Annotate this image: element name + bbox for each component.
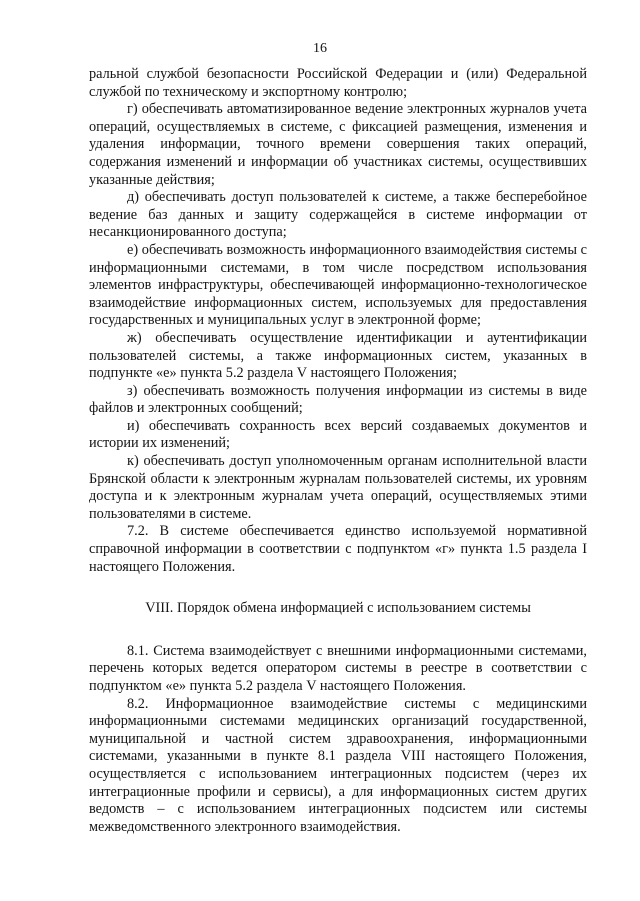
section-title: VIII. Порядок обмена информацией с использованием системы xyxy=(145,600,531,617)
document-body xyxy=(89,66,587,836)
paragraph-item-zh: ж) обеспечивать осуществление идентификации и аутентификации пользователей системы, а также информационных систем, указанных в подпункте «е» пункта 5.2 раздела V настоящего Положения; xyxy=(89,329,587,382)
paragraph-8-2: 8.2. Информационное взаимодействие системы с медицинскими информационными системами медицинских организаций государственной, муниципальной и частной систем здравоохранения, информационными системами, указанными в пункте 8.1 раздела VIII настоящего Положения, осуществляется с использованием интеграционных подсистем (через их интеграционные профили и сервисы), а для информационных систем других ведомств – с использованием интеграционных подсистем или системы межведомственного электронного взаимодействия. xyxy=(89,695,587,835)
page-number: 16 xyxy=(313,41,327,56)
paragraph-item-d: д) обеспечивать доступ пользователей к системе, а также бесперебойное ведение баз данных и защиту содержащейся в системе информации от несанкционированного доступа; xyxy=(89,189,587,241)
paragraph-item-z: з) обеспечивать возможность получения информации из системы в виде файлов и электронных сообщений; xyxy=(89,382,587,417)
paragraph-8-1: 8.1. Система взаимодействует с внешними информационными системами, перечень которых ведется оператором системы в реестре в соответствии с подпунктом «е» пункта 5.2 раздела V настоящего Положения. xyxy=(89,642,587,694)
paragraph-item-g: г) обеспечивать автоматизированное ведение электронных журналов учета операций, осуществляемых в системе, с фиксацией размещения, изменения и удаления информации, точного времени совершения таких операций, содержания изменений и информации об участниках системы, осуществивших указанные действия; xyxy=(89,101,587,188)
paragraph-item-e: е) обеспечивать возможность информационного взаимодействия системы с информационными системами, в том числе посредством использования элементов инфраструктуры, обеспечивающей информационно-технологическое взаимодействие информационных систем, используемых для предоставления государственных и муниципальных услуг в электронной форме; xyxy=(89,241,587,329)
paragraph-7-2: 7.2. В системе обеспечивается единство используемой нормативной справочной информации в соответствии с подпунктом «г» пункта 1.5 раздела I настоящего Положения. xyxy=(89,523,587,575)
paragraph-continuation: ральной службой безопасности Российской Федерации и (или) Федеральной службой по техническому и экспортному контролю; xyxy=(89,66,587,100)
paragraph-item-k: к) обеспечивать доступ уполномоченным органам исполнительной власти Брянской области к электронным журналам пользователей системы, их уровням доступа и к электронным журналам учета операций, осуществляемых этими пользователями в системе. xyxy=(89,453,587,522)
paragraph-item-i: и) обеспечивать сохранность всех версий создаваемых документов и истории их изменений; xyxy=(89,417,587,452)
